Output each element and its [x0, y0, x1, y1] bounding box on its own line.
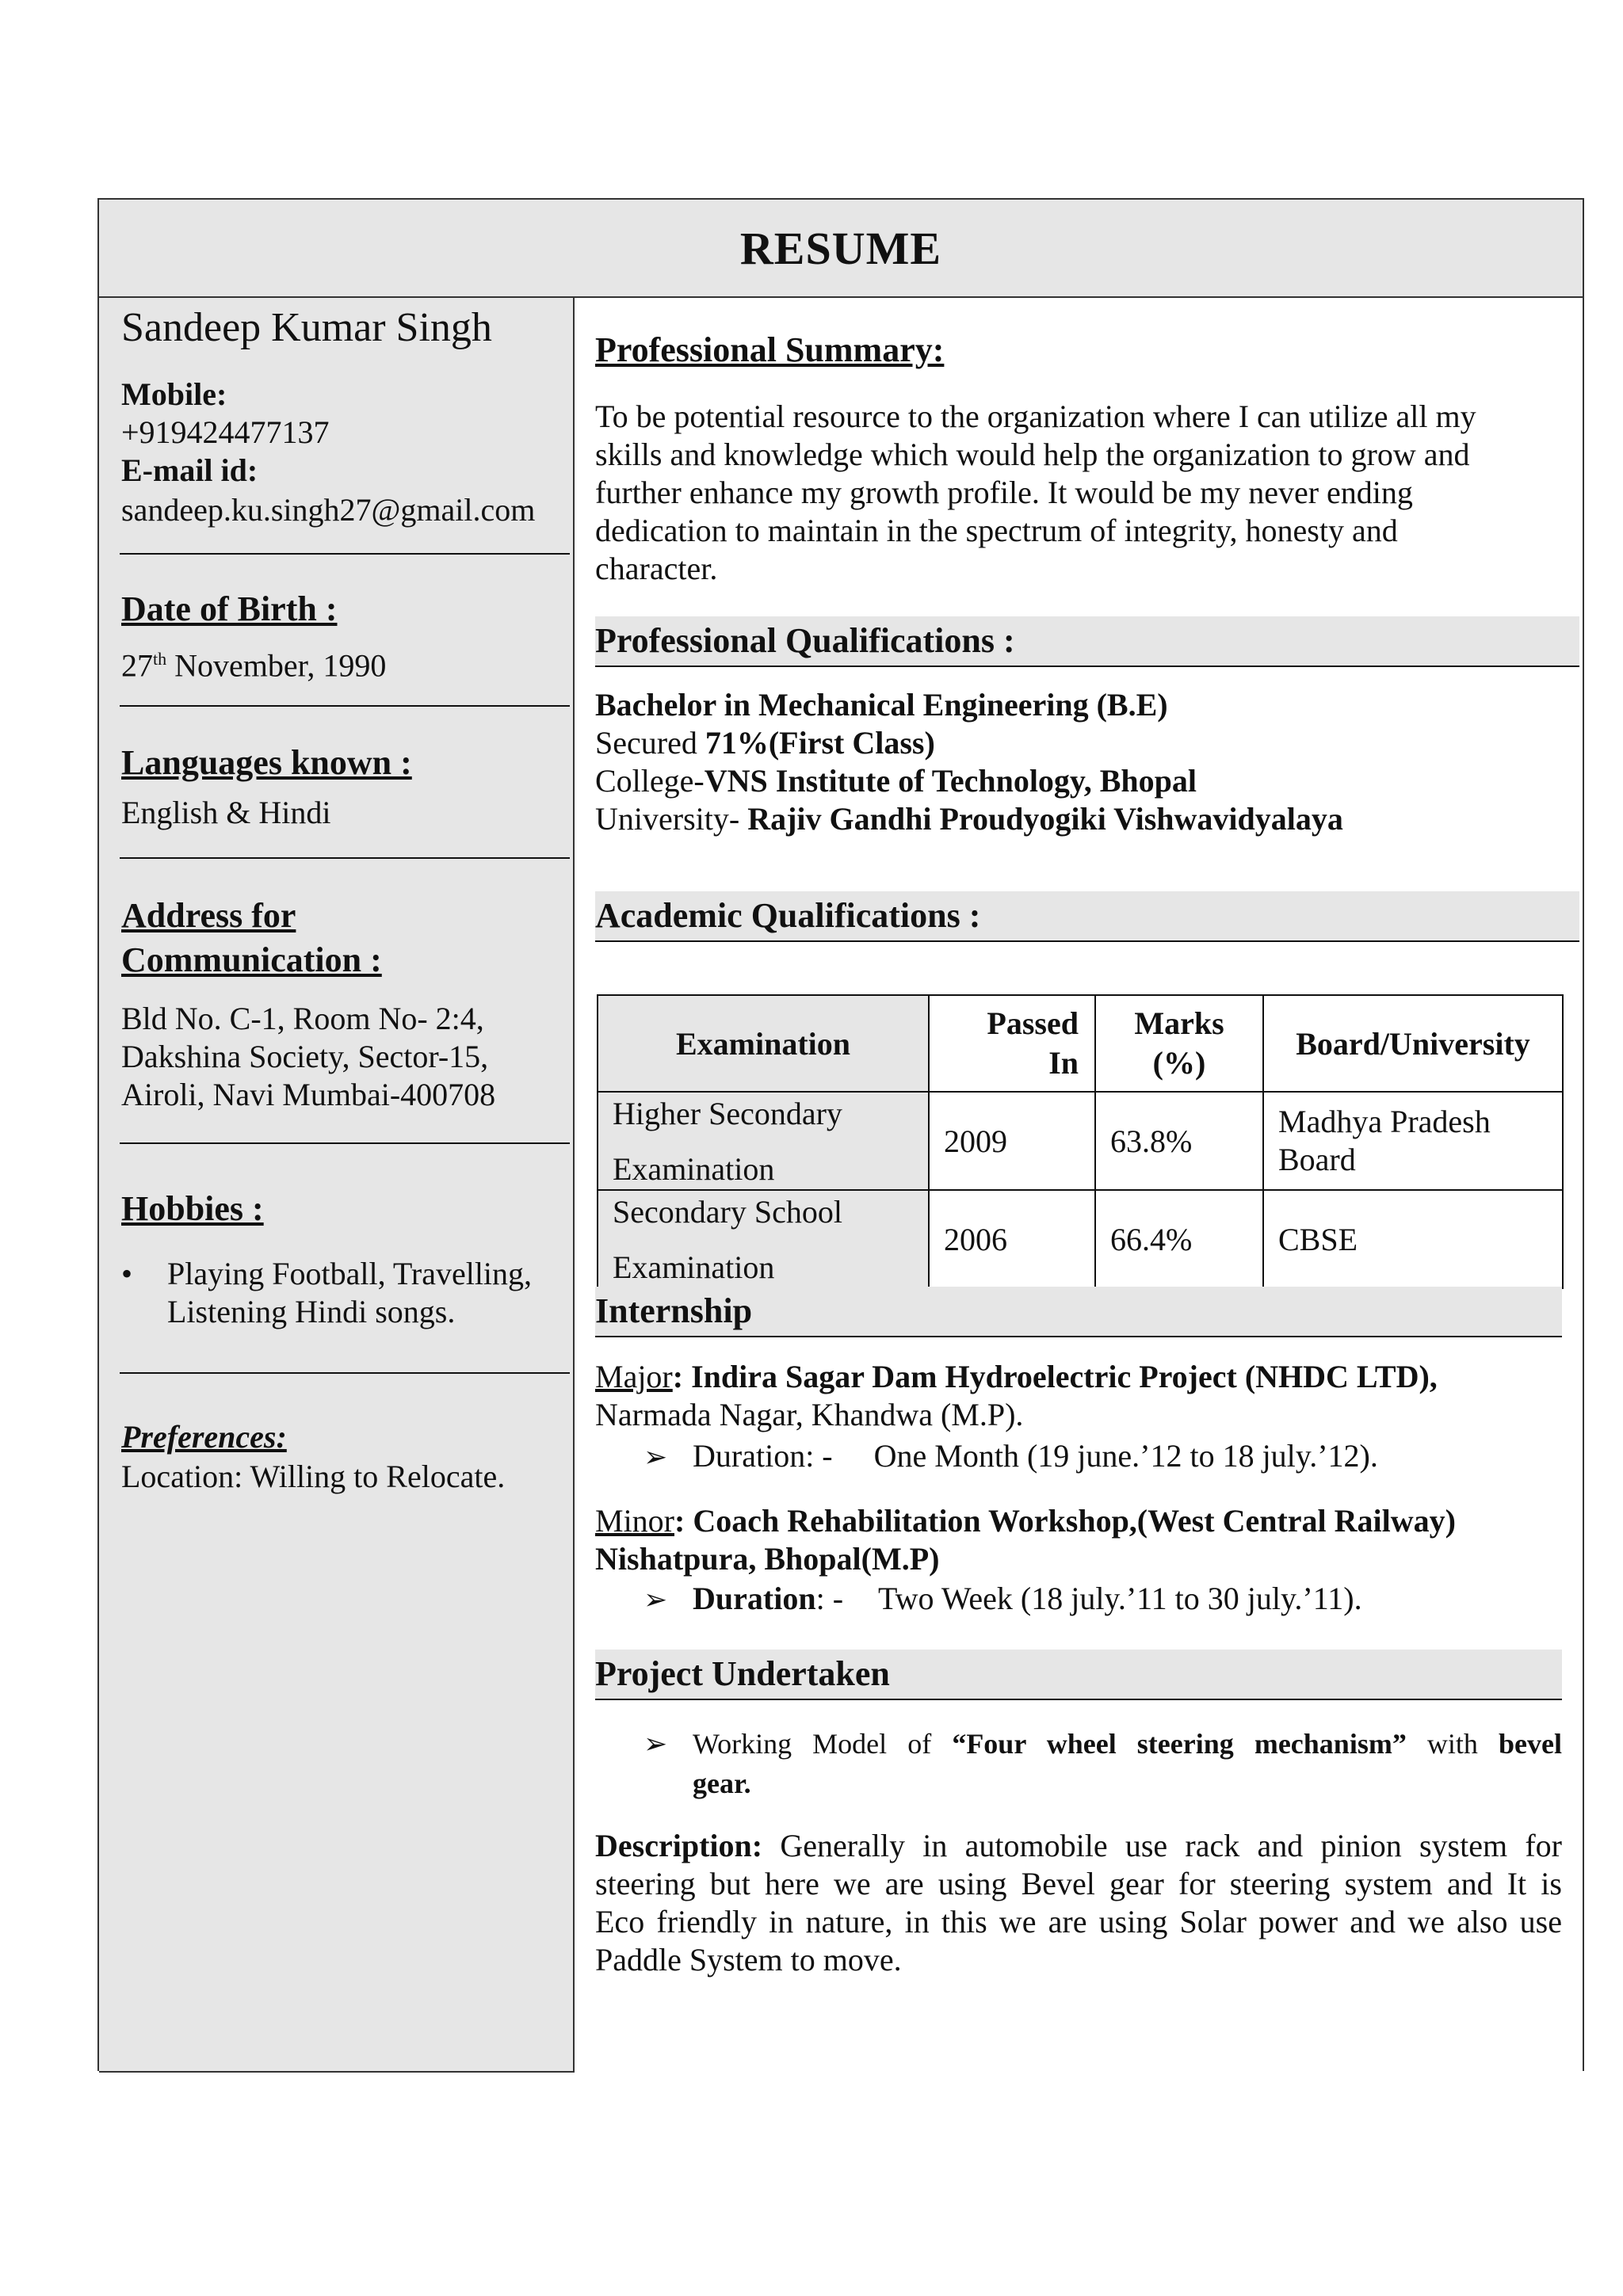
divider	[120, 1142, 570, 1144]
candidate-name: Sandeep Kumar Singh	[121, 305, 492, 350]
section-band-prof-qual	[595, 616, 1579, 667]
table-cell-marks: 63.8%	[1095, 1092, 1263, 1190]
table-cell-exam	[598, 1092, 929, 1190]
dob-rest: November, 1990	[174, 647, 387, 684]
duration-label: Duration	[693, 1581, 816, 1616]
internship-heading: Internship	[595, 1291, 753, 1330]
table-cell-board	[1263, 1092, 1563, 1190]
project-title: “Four wheel steering mechanism”	[952, 1728, 1407, 1760]
summary-line: character.	[595, 551, 718, 586]
university-label: University-	[595, 801, 748, 837]
major-title: : Indira Sagar Dam Hydroelectric Project (NHDC LTD),	[672, 1359, 1438, 1394]
minor-duration	[643, 1580, 1362, 1619]
minor-label: Minor	[595, 1503, 674, 1539]
college-label: College-	[595, 763, 705, 799]
secured-value: 71%(First Class)	[705, 725, 935, 761]
university-value: Rajiv Gandhi Proudyogiki Vishwavidyalaya	[747, 801, 1343, 837]
languages-value: English & Hindi	[121, 795, 331, 830]
passed-label: Passed	[987, 1005, 1079, 1041]
prof-qual-heading: Professional Qualifications :	[595, 621, 1015, 660]
arrow-bullet-icon: ➢	[643, 1441, 668, 1473]
preferences-heading: Preferences:	[121, 1419, 287, 1455]
divider	[120, 553, 570, 555]
minor-location: Nishatpura, Bhopal(M.P)	[595, 1541, 940, 1577]
major-location: Narmada Nagar, Khandwa (M.P).	[595, 1397, 1024, 1432]
description-line: steering but here we are using Bevel gear for steering system and It is	[595, 1866, 1562, 1901]
arrow-bullet-icon: ➢	[643, 1584, 668, 1615]
exam-name-2: Examination	[613, 1249, 775, 1285]
college-line	[595, 762, 1197, 800]
academic-heading: Academic Qualifications :	[595, 896, 981, 935]
email-label: E-mail id:	[121, 452, 258, 488]
degree: Bachelor in Mechanical Engineering (B.E)	[595, 687, 1168, 723]
page-title: RESUME	[739, 222, 942, 274]
hobbies-text-cont: Listening Hindi songs.	[167, 1294, 456, 1329]
sidebar	[99, 298, 575, 2073]
col-header-passed-in	[929, 995, 1095, 1092]
project-item-cont: gear.	[693, 1768, 751, 1799]
preferences-value: Location: Willing to Relocate.	[121, 1459, 506, 1494]
address-line: Bld No. C-1, Room No- 2:4,	[121, 1001, 484, 1036]
address-heading-line2: Communication :	[121, 940, 382, 979]
address-line: Airoli, Navi Mumbai-400708	[121, 1077, 496, 1112]
title-bar	[99, 200, 1583, 298]
duration-sep: : -	[815, 1581, 844, 1616]
divider	[120, 1372, 570, 1374]
divider	[120, 857, 570, 859]
hobbies-heading: Hobbies :	[121, 1189, 264, 1228]
table-cell-board: CBSE	[1263, 1190, 1563, 1288]
marks-label: Marks	[1134, 1005, 1224, 1041]
table-row	[598, 1092, 1563, 1190]
description-text: Generally in automobile use rack and pinion system for	[762, 1828, 1562, 1863]
dob-day: 27	[121, 647, 153, 684]
col-header-board: Board/University	[1263, 995, 1563, 1092]
section-band-internship	[595, 1287, 1562, 1337]
duration-label: Duration: -	[693, 1438, 833, 1474]
email-address: sandeep.ku.singh27@gmail.com	[121, 492, 536, 528]
dob-suffix: th	[153, 649, 167, 669]
university-line	[595, 800, 1343, 838]
mobile-label: Mobile:	[121, 376, 227, 412]
description-line: Eco friendly in nature, in this we are using Solar power and we also use	[595, 1904, 1562, 1939]
section-band-academic	[595, 891, 1579, 942]
divider	[120, 705, 570, 707]
arrow-bullet-icon: ➢	[643, 1728, 668, 1760]
major-duration	[643, 1437, 1378, 1476]
duration-value: One Month (19 june.’12 to 18 july.’12).	[873, 1438, 1378, 1474]
bullet-icon: •	[121, 1256, 133, 1291]
duration-value: Two Week (18 july.’11 to 30 july.’11).	[878, 1581, 1362, 1616]
description-label: Description:	[595, 1828, 763, 1863]
exam-name-2: Examination	[613, 1151, 775, 1187]
table-cell-year: 2009	[929, 1092, 1095, 1190]
languages-heading: Languages known :	[121, 743, 412, 782]
minor-title: : Coach Rehabilitation Workshop,(West Central Railway)	[674, 1503, 1456, 1539]
summary-line: further enhance my growth profile. It would be my never ending	[595, 475, 1413, 510]
hobbies-text: Playing Football, Travelling,	[167, 1256, 533, 1291]
table-row	[598, 1190, 1563, 1288]
in-label: In	[1048, 1045, 1079, 1081]
project-heading: Project Undertaken	[595, 1654, 890, 1693]
dob-value	[121, 640, 386, 685]
table-header-row	[598, 995, 1563, 1092]
percent-label: (%)	[1152, 1045, 1206, 1081]
exam-name-1: Higher Secondary	[613, 1096, 842, 1131]
address-line: Dakshina Society, Sector-15,	[121, 1039, 489, 1074]
secured-line	[595, 724, 935, 762]
board-line-2: Board	[1278, 1142, 1356, 1177]
board-line-1: Madhya Pradesh	[1278, 1104, 1491, 1139]
project-text: with	[1406, 1728, 1499, 1760]
col-header-marks	[1095, 995, 1263, 1092]
secured-label: Secured	[595, 725, 705, 761]
college-value: VNS Institute of Technology, Bhopal	[704, 763, 1197, 799]
table-cell-year: 2006	[929, 1190, 1095, 1288]
academic-table	[597, 994, 1564, 1289]
description-line: Paddle System to move.	[595, 1942, 902, 1978]
minor-internship	[595, 1502, 1456, 1540]
exam-name-1: Secondary School	[613, 1194, 842, 1230]
address-heading-line1: Address for	[121, 896, 296, 935]
summary-line: dedication to maintain in the spectrum of integrity, honesty and	[595, 513, 1398, 548]
dob-heading: Date of Birth :	[121, 589, 338, 628]
summary-heading: Professional Summary:	[595, 330, 945, 369]
project-item	[643, 1724, 1562, 1764]
col-header-examination: Examination	[598, 995, 929, 1092]
summary-line: To be potential resource to the organization where I can utilize all my	[595, 399, 1476, 434]
major-internship	[595, 1358, 1438, 1396]
description-line	[595, 1827, 1562, 1865]
table-cell-marks: 66.4%	[1095, 1190, 1263, 1288]
major-label: Major	[595, 1359, 673, 1394]
hobbies-list-item	[121, 1255, 532, 1293]
summary-line: skills and knowledge which would help the organization to grow and	[595, 437, 1470, 472]
section-band-project	[595, 1650, 1562, 1700]
table-cell-exam	[598, 1190, 929, 1288]
project-text: Working Model of	[693, 1728, 953, 1760]
project-text-bold: bevel	[1499, 1728, 1562, 1760]
mobile-number: +919424477137	[121, 414, 330, 450]
